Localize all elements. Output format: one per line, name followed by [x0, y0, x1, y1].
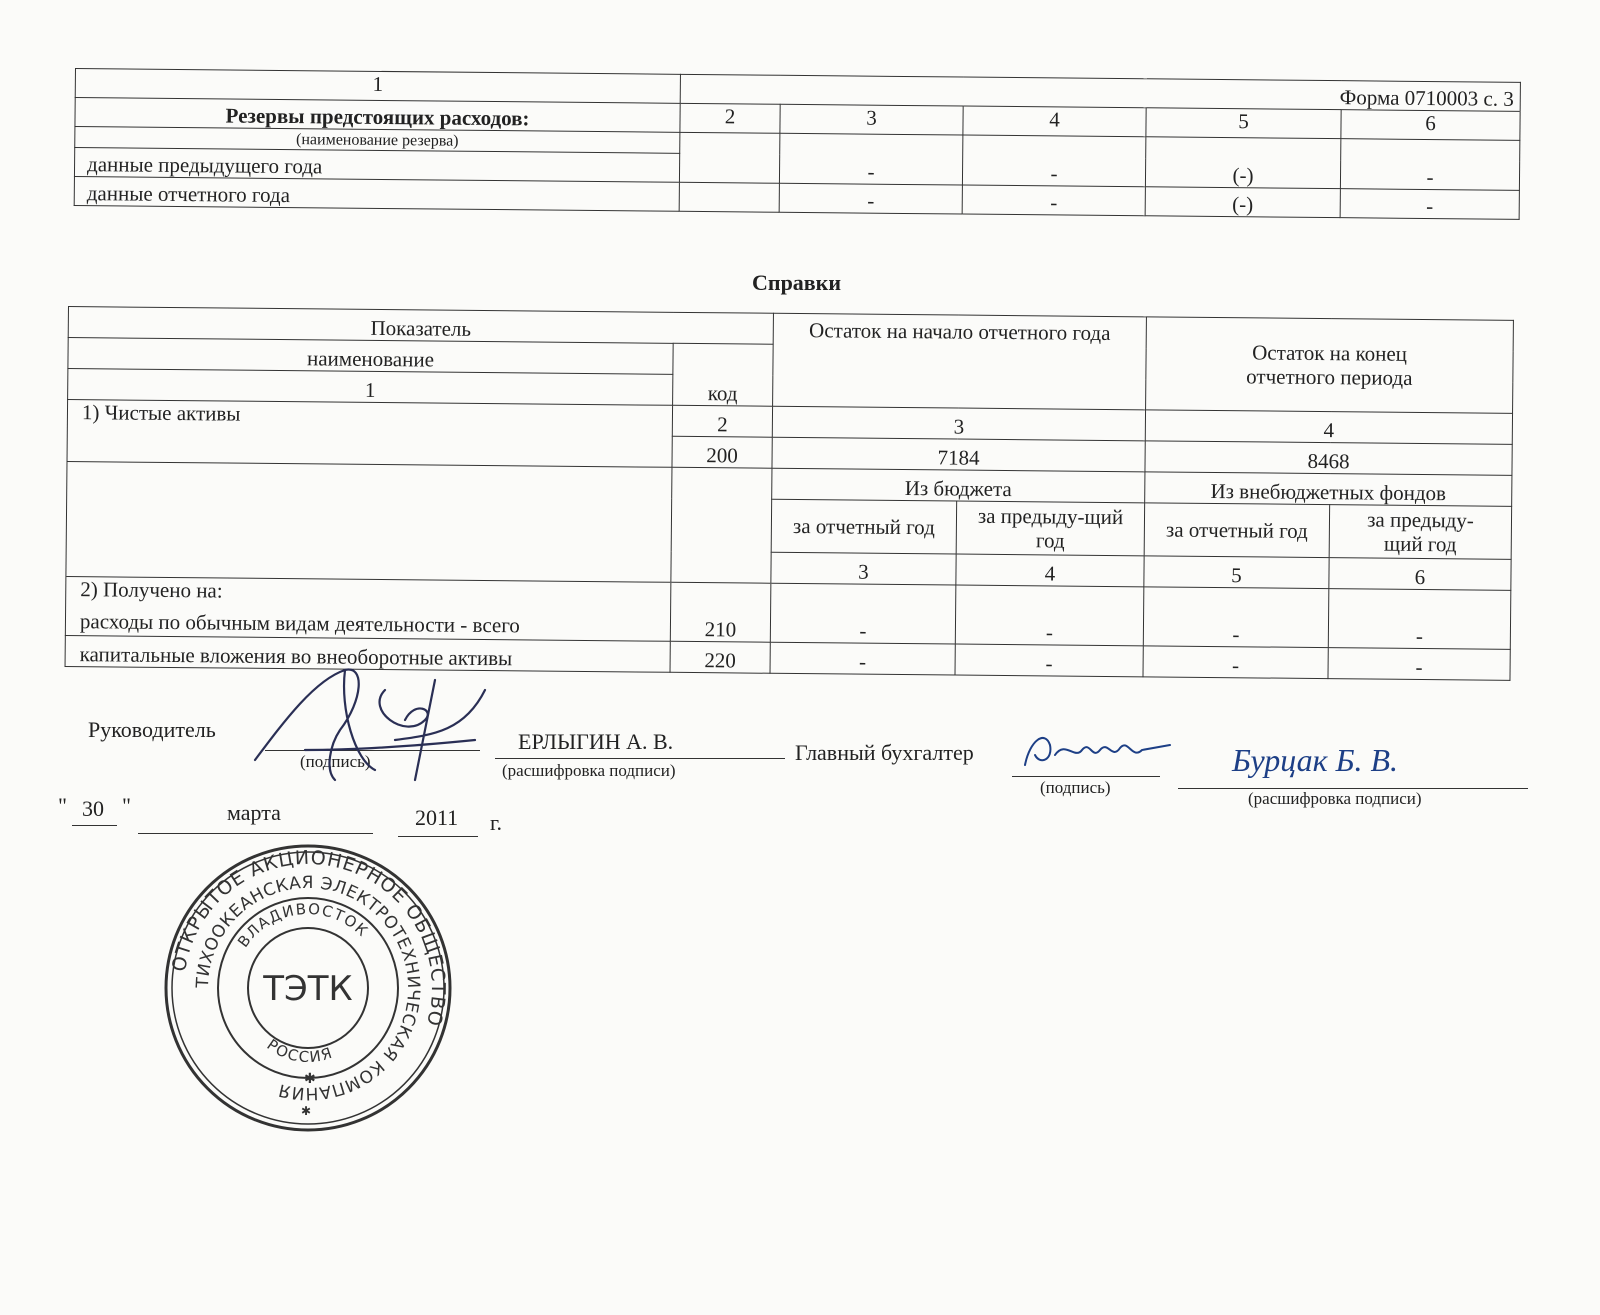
offbudget-cur-header: за отчетный год [1144, 503, 1330, 558]
cur-year-c4: - [962, 185, 1145, 216]
accountant-signature [1020, 720, 1180, 780]
code-header: код [673, 343, 774, 406]
ordinary-expenses-label: расходы по обычным видам деятельности - всего [79, 609, 521, 638]
head-signature [245, 650, 505, 790]
accountant-decode-caption: (расшифровка подписи) [1248, 789, 1422, 808]
sub-num-6: 6 [1329, 558, 1511, 591]
cur-year-c3: - [779, 183, 962, 214]
reserves-section-title: Резервы предстоящих расходов: [75, 98, 680, 133]
col-header-4: 4 [963, 106, 1146, 137]
ordinary-expenses-v6: - [1328, 589, 1511, 650]
sub-num-5: 5 [1144, 556, 1329, 589]
date-day: 30 [82, 796, 104, 821]
seal-star-icon-2: ✱ [301, 1104, 312, 1118]
capital-investment-v6: - [1328, 648, 1510, 681]
seal-city: ВЛАДИВОСТОК [234, 899, 373, 951]
col-header-2: 2 [680, 103, 780, 133]
chief-accountant-label: Главный бухгалтер [795, 740, 974, 765]
col-header-3: 3 [780, 104, 963, 135]
col-num-3: 3 [772, 406, 1145, 441]
head-sign-caption: (подпись) [300, 752, 371, 771]
budget-cur-header: за отчетный год [771, 499, 957, 554]
col-num-4: 4 [1145, 410, 1512, 445]
prev-year-label: данные предыдущего года [74, 148, 679, 183]
capital-investment-v4: - [955, 644, 1143, 677]
date-quote-open: " [58, 793, 67, 818]
budget-header: Из бюджета [772, 468, 1145, 503]
svg-text:РОССИЯ [264, 1036, 336, 1067]
net-assets-start: 7184 [772, 437, 1145, 472]
prev-year-c4: - [962, 135, 1145, 187]
seal-star-icon: ✱ [304, 1071, 316, 1087]
cur-year-c5: (-) [1145, 187, 1340, 218]
prev-year-c3: - [779, 133, 962, 185]
date-year: 2011 [415, 805, 459, 830]
date-month-line [138, 833, 373, 834]
offbudget-header: Из внебюджетных фондов [1145, 472, 1512, 507]
seal-middle-text: ТИХООКЕАНСКАЯ ЭЛЕКТРОТЕХНИЧЕСКАЯ КОМПАНИЯ [192, 872, 424, 1104]
received-label: 2) Получено на: [80, 577, 223, 603]
ordinary-expenses-code: 210 [670, 582, 771, 642]
seal-center-text: ТЭТК [263, 969, 353, 1009]
name-header: наименование [68, 338, 673, 375]
date-day-line [72, 825, 117, 826]
date-month: марта [227, 800, 281, 825]
form-code: Форма 0710003 с. 3 [1339, 85, 1514, 111]
indicator-header: Показатель [68, 307, 773, 345]
accountant-handwritten-name: Бурцак Б. В. [1232, 742, 1399, 778]
capital-investment-code: 220 [670, 641, 770, 673]
capital-investment-v5: - [1143, 646, 1328, 679]
head-decode-caption: (расшифровка подписи) [502, 761, 676, 780]
seal-outer-text: ОТКРЫТОЕ АКЦИОНЕРНОЕ ОБЩЕСТВО [168, 846, 450, 1029]
cur-year-label: данные отчетного года [74, 176, 679, 211]
net-assets-end: 8468 [1145, 441, 1512, 476]
ordinary-expenses-v4: - [955, 585, 1144, 646]
sub-num-4: 4 [956, 554, 1144, 587]
net-assets-label: 1) Чистые активы [67, 400, 673, 468]
spravki-title: Справки [752, 270, 842, 295]
start-balance-header: Остаток на начало отчетного года [773, 313, 1147, 410]
sub-num-3: 3 [771, 552, 956, 585]
col-header-6: 6 [1341, 110, 1520, 141]
head-name-line [495, 758, 785, 759]
col-header-5: 5 [1146, 108, 1341, 139]
capital-investment-label: капитальные вложения во внеоборотные активы [65, 635, 670, 672]
reserve-name-caption: (наименование резерва) [75, 127, 680, 154]
head-name: ЕРЛЫГИН А. В. [518, 729, 674, 754]
col-header-1: 1 [75, 69, 680, 104]
date-quote-close: " [122, 793, 131, 818]
budget-prev-header: за предыду-щий год [956, 501, 1145, 556]
date-year-line [398, 836, 478, 837]
capital-investment-v3: - [770, 642, 955, 675]
accountant-sign-caption: (подпись) [1040, 778, 1111, 797]
offbudget-prev-header: за предыду-щий год [1329, 505, 1512, 560]
ordinary-expenses-v5: - [1143, 587, 1329, 648]
net-assets-code: 200 [672, 436, 772, 468]
company-seal [158, 838, 458, 1138]
seal-country: РОССИЯ [263, 1035, 336, 1067]
prev-year-c6: - [1340, 139, 1520, 191]
cur-year-c6: - [1340, 189, 1519, 220]
date-suffix: г. [490, 810, 503, 835]
ordinary-expenses-v3: - [770, 583, 956, 644]
prev-year-c5: (-) [1145, 137, 1340, 189]
col-num-1: 1 [68, 369, 673, 406]
end-balance-header: Остаток на конец отчетного периода [1146, 317, 1514, 414]
head-label: Руководитель [88, 717, 216, 742]
col-num-2: 2 [672, 405, 772, 437]
